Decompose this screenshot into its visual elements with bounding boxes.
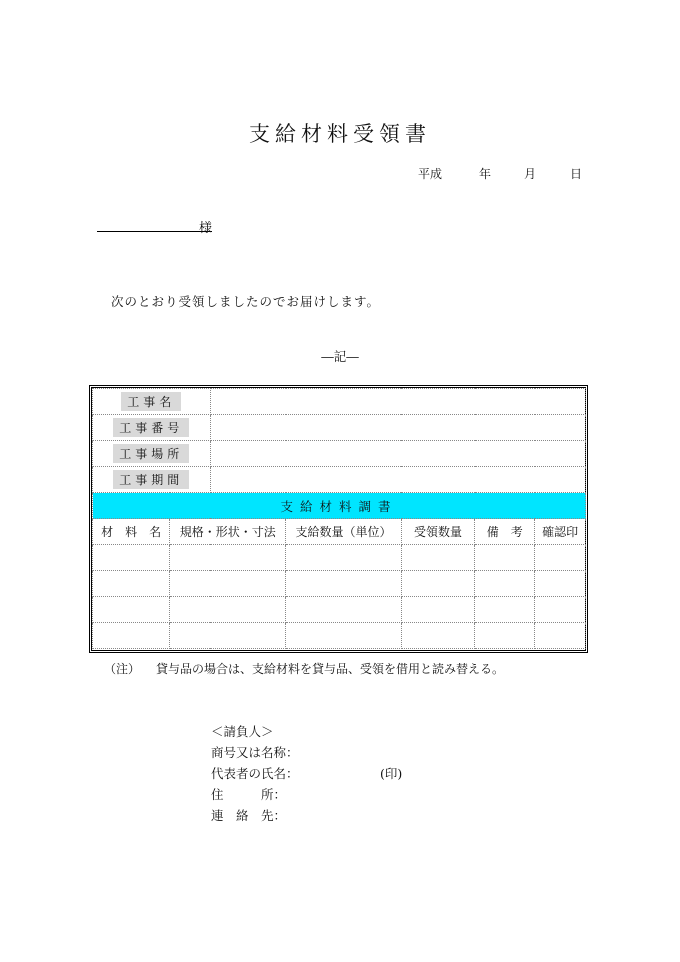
section-title: 支給材料調書 (93, 493, 586, 519)
note-text: 貸与品の場合は、支給材料を貸与品、受領を借用と読み替える。 (156, 662, 505, 676)
form-row (93, 467, 586, 493)
table-row (93, 623, 586, 649)
col-material-name: 材 料 名 (93, 519, 170, 545)
contact-label: 連 絡 先： (211, 808, 287, 823)
label-koji-period: 工事期間 (113, 470, 189, 489)
date-era: 平成 (418, 167, 443, 181)
table-row (93, 545, 586, 571)
note-prefix: （注） (104, 662, 141, 676)
table-row (93, 597, 586, 623)
seal-mark: (印) (380, 766, 403, 781)
address-label: 住 所： (211, 787, 287, 802)
contractor-heading: ＜請負人＞ (211, 724, 274, 739)
form-row (93, 415, 586, 441)
date-month: 月 (524, 167, 537, 181)
value-koji-name[interactable] (210, 389, 585, 415)
ki-heading: ―記― (321, 349, 359, 364)
intro-text: 次のとおり受領しましたのでお届けします。 (111, 294, 381, 309)
label-koji-place: 工事場所 (113, 444, 189, 463)
col-remarks: 備 考 (475, 519, 535, 545)
addressee-suffix: 様 (199, 221, 213, 236)
representative-label: 代表者の氏名： (211, 766, 299, 781)
date-year: 年 (479, 167, 492, 181)
col-seal: 確認印 (535, 519, 586, 545)
document-title: 支給材料受領書 (249, 122, 431, 146)
col-spec: 規格・形状・寸法 (170, 519, 286, 545)
col-supply-qty: 支給数量（単位） (286, 519, 402, 545)
addressee-line (97, 231, 212, 232)
col-received-qty: 受領数量 (401, 519, 475, 545)
column-header-row (93, 519, 586, 545)
section-band (93, 493, 586, 519)
date-day: 日 (570, 167, 583, 181)
value-koji-period[interactable] (210, 467, 585, 493)
value-koji-number[interactable] (210, 415, 585, 441)
form-table (92, 388, 586, 649)
table-row (93, 571, 586, 597)
label-koji-number: 工事番号 (113, 418, 189, 437)
form-row (93, 389, 586, 415)
value-koji-place[interactable] (210, 441, 585, 467)
trade-name-label: 商号又は名称： (211, 745, 299, 760)
note (104, 660, 504, 677)
label-koji-name: 工事名 (121, 392, 181, 411)
form-row (93, 441, 586, 467)
